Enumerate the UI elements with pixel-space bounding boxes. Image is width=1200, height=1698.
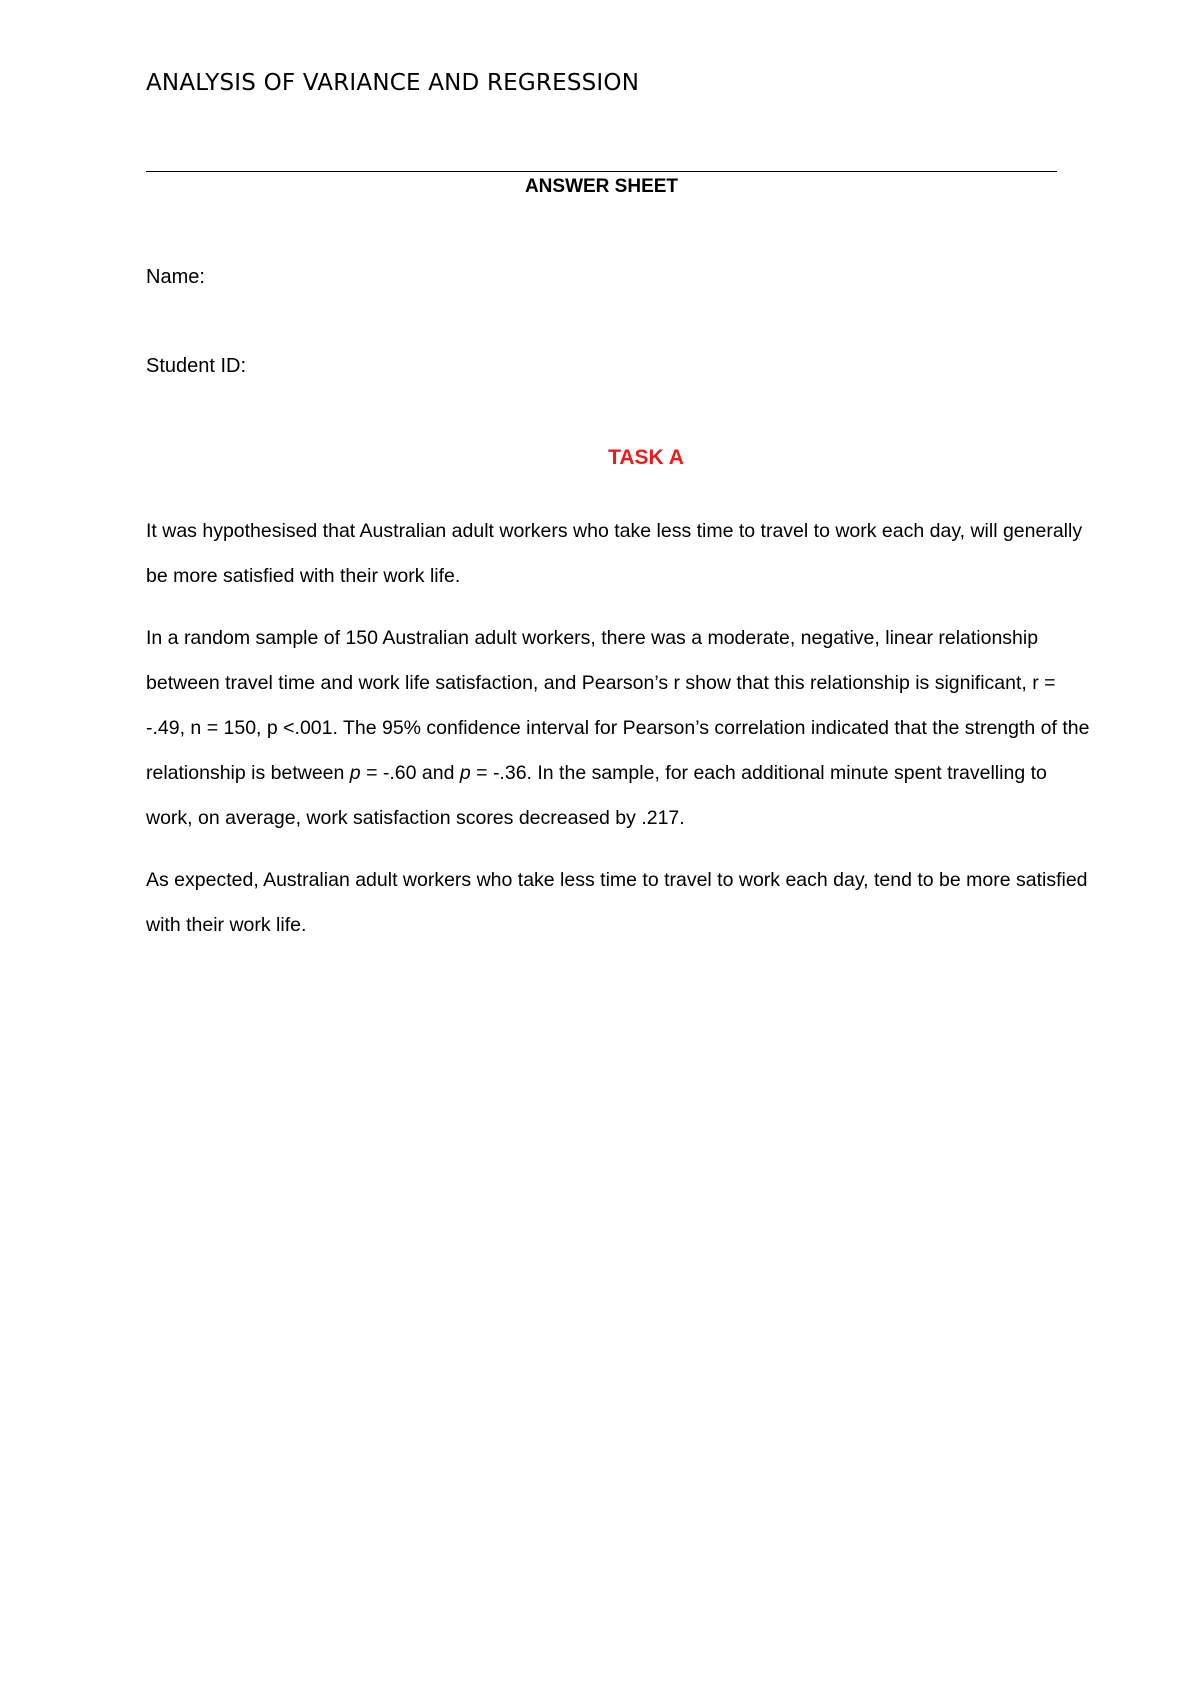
task-body <box>146 509 1091 965</box>
results-paragraph <box>146 616 1091 841</box>
horizontal-rule <box>146 171 1057 172</box>
student-id-label: Student ID: <box>146 355 247 377</box>
results-text-part2: = -.60 and <box>360 762 460 784</box>
results-text-part3: = -.36. In the sample, for each additional minute spent travelling to work, on average, work satisfaction scores decreased by .217. <box>146 762 1047 829</box>
conclusion-paragraph: As expected, Australian adult workers who take less time to travel to work each day, tend to be more satisfied with their work life. <box>146 869 1088 936</box>
answer-sheet-title: ANSWER SHEET <box>524 176 679 197</box>
rho-symbol-upper: p <box>459 762 471 784</box>
task-heading: TASK A <box>608 446 684 469</box>
results-text-part1: In a random sample of 150 Australian adult workers, there was a moderate, negative, linear relationship between travel time and work life satisfaction, and Pearson’s r show that this relationship is significant, r = -.49, n = 150, p <.001. The 95% confidence interval for Pearson’s correlation indicated that the strength of the relationship is between <box>146 627 1090 784</box>
hypothesis-paragraph: It was hypothesised that Australian adult workers who take less time to travel to work each day, will generally be more satisfied with their work life. <box>146 520 1083 587</box>
document-header-title: ANALYSIS OF VARIANCE AND REGRESSION <box>146 70 640 96</box>
name-label: Name: <box>146 266 205 288</box>
rho-symbol-lower: p <box>349 762 361 784</box>
